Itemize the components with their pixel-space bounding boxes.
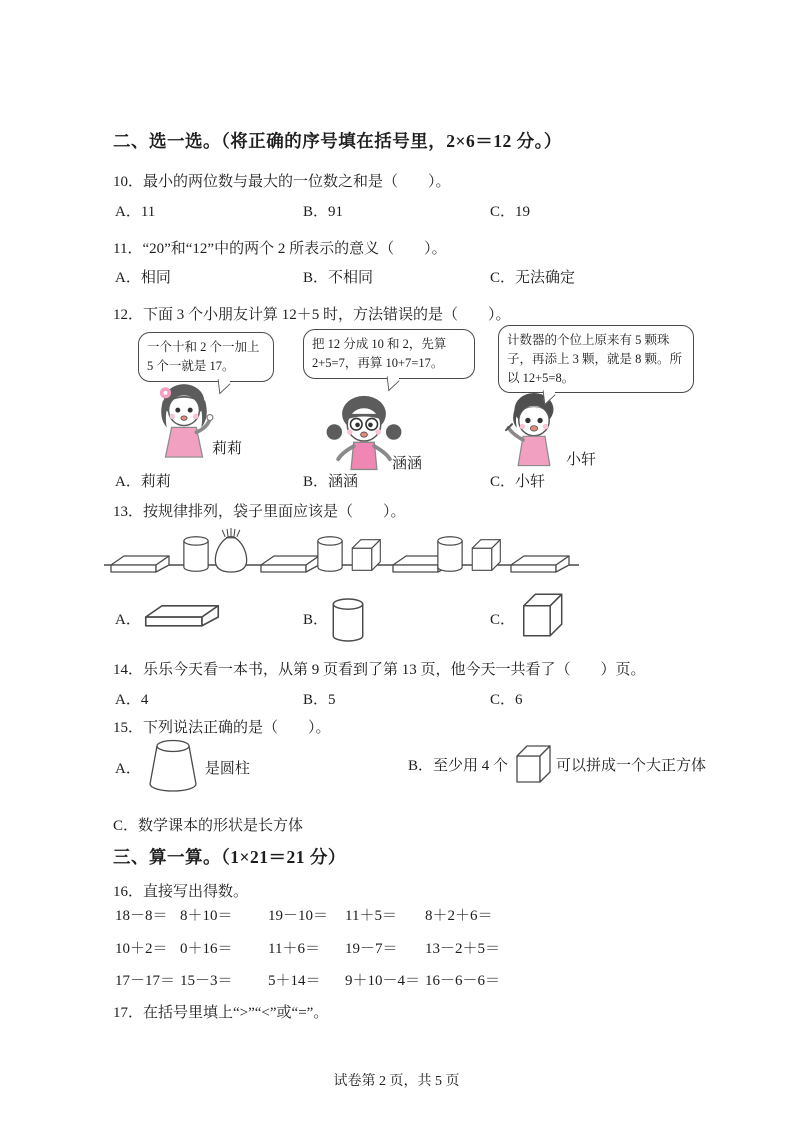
small-cube-shape	[512, 742, 552, 786]
q16-expr: 11＋5＝	[345, 908, 397, 924]
shape-cuboid	[511, 556, 569, 572]
section-choice-heading: 二、选一选。（将正确的序号填在括号里，2×6＝12 分。）	[113, 131, 562, 151]
question-12-stem: 12．下面 3 个小朋友计算 12＋5 时，方法错误的是（ ）。	[113, 307, 511, 323]
q16-row-3	[115, 969, 500, 990]
q15-option-c: C．数学课本的形状是长方体	[113, 818, 304, 834]
question-10-stem: 10．最小的两位数与最大的一位数之和是（ ）。	[113, 174, 451, 190]
avatar-xiaoxuan	[494, 390, 574, 468]
q10-option-b: B．91	[303, 204, 344, 220]
shape-bag	[215, 528, 246, 572]
question-13-stem: 13．按规律排列，袋子里面应该是（ ）。	[113, 504, 406, 520]
q15-option-a-text: 是圆柱	[204, 760, 250, 777]
avatar-lili	[146, 378, 222, 462]
question-13-options	[0, 588, 793, 654]
question-17-stem: 17．在括号里填上“>”“<”或“=”。	[113, 1005, 329, 1021]
q14-option-c: C．6	[490, 692, 523, 708]
q16-expr: 15－3＝	[180, 973, 233, 989]
q10-option-a: A．11	[115, 204, 156, 220]
cylinder-option-shape	[331, 588, 365, 652]
q15-option-b-prefix: B．至少用 4 个	[408, 757, 509, 774]
shape-cube	[352, 540, 380, 571]
q15-option-a	[115, 738, 250, 796]
q16-expr: 5＋14＝	[268, 973, 321, 989]
q16-expr: 16－6－6＝	[425, 973, 501, 989]
q16-expr: 13－2＋5＝	[425, 941, 501, 957]
question-14-options	[0, 688, 793, 710]
section-calc-heading: 三、算一算。（1×21＝21 分）	[113, 847, 346, 867]
q14-option-b: B．5	[303, 692, 336, 708]
shape-cuboid	[261, 556, 319, 572]
q12-option-a: A．莉莉	[115, 474, 171, 490]
q15-option-b-suffix: 可以拼成一个大正方体	[556, 757, 707, 774]
q12-option-c: C．小轩	[490, 474, 546, 490]
cube-option-shape	[518, 590, 564, 640]
q11-option-c: C．无法确定	[490, 270, 576, 286]
kid-name-hanhan: 涵涵	[392, 456, 423, 472]
q13-option-c-label: C．	[490, 612, 516, 628]
q16-expr: 9＋10－4＝	[345, 973, 421, 989]
question-11-options	[0, 266, 793, 288]
q14-option-a: A．4	[115, 692, 149, 708]
question-11-stem: 11．“20”和“12”中的两个 2 所表示的意义（ ）。	[113, 241, 447, 257]
kid-name-xiaoxuan: 小轩	[566, 452, 597, 468]
q16-row-1	[115, 904, 493, 925]
q13-option-b-label: B．	[303, 612, 329, 628]
q16-expr: 18－8＝	[115, 908, 168, 924]
q11-option-a: A．相同	[115, 270, 171, 286]
question-10-options	[0, 200, 793, 222]
q16-expr: 19－10＝	[268, 908, 329, 924]
q16-expr: 8＋10＝	[180, 908, 233, 924]
shape-cuboid	[111, 556, 169, 572]
question-12-options	[0, 470, 793, 492]
q16-expr: 11＋6＝	[268, 941, 320, 957]
q11-option-b: B．不相同	[303, 270, 374, 286]
truncated-cone-shape	[147, 738, 199, 796]
speech-bubble-hanhan: 把 12 分成 10 和 2，先算 2+5=7，再算 10+7=17。	[303, 329, 475, 379]
q10-option-c: C．19	[490, 204, 531, 220]
q16-expr: 8＋2＋6＝	[425, 908, 493, 924]
avatar-hanhan	[322, 392, 406, 472]
q15-option-b	[408, 742, 706, 786]
speech-bubble-lili: 一个十和 2 个一加上 5 个一就是 17。	[138, 332, 274, 382]
question-16-stem: 16．直接写出得数。	[113, 884, 249, 900]
q16-expr: 17－17＝	[115, 973, 176, 989]
q16-row-2	[115, 937, 500, 958]
shape-cube	[472, 540, 500, 571]
q16-expr: 19－7＝	[345, 941, 398, 957]
question-14-stem: 14．乐乐今天看一本书，从第 9 页看到了第 13 页，他今天一共看了（ ）页。	[113, 662, 646, 678]
q16-expr: 0＋16＝	[180, 941, 233, 957]
speech-bubble-xiaoxuan: 计数器的个位上原来有 5 颗珠子，再添上 3 颗，就是 8 颗。所以 12+5=8。	[498, 325, 694, 393]
page-footer: 试卷第 2 页，共 5 页	[333, 1074, 460, 1089]
q16-expr: 10＋2＝	[115, 941, 168, 957]
cuboid-option-shape	[142, 602, 222, 632]
pattern-sequence-figure	[0, 527, 793, 589]
q12-option-b: B．涵涵	[303, 474, 359, 490]
question-15-stem: 15．下列说法正确的是（ ）。	[113, 720, 331, 736]
kid-name-lili: 莉莉	[212, 441, 243, 457]
q13-option-a-label: A．	[115, 612, 141, 628]
q15-option-a-label: A．	[115, 760, 141, 777]
shape-cylinder	[438, 537, 462, 572]
shape-cylinder	[184, 537, 208, 572]
shape-cylinder	[318, 537, 342, 572]
